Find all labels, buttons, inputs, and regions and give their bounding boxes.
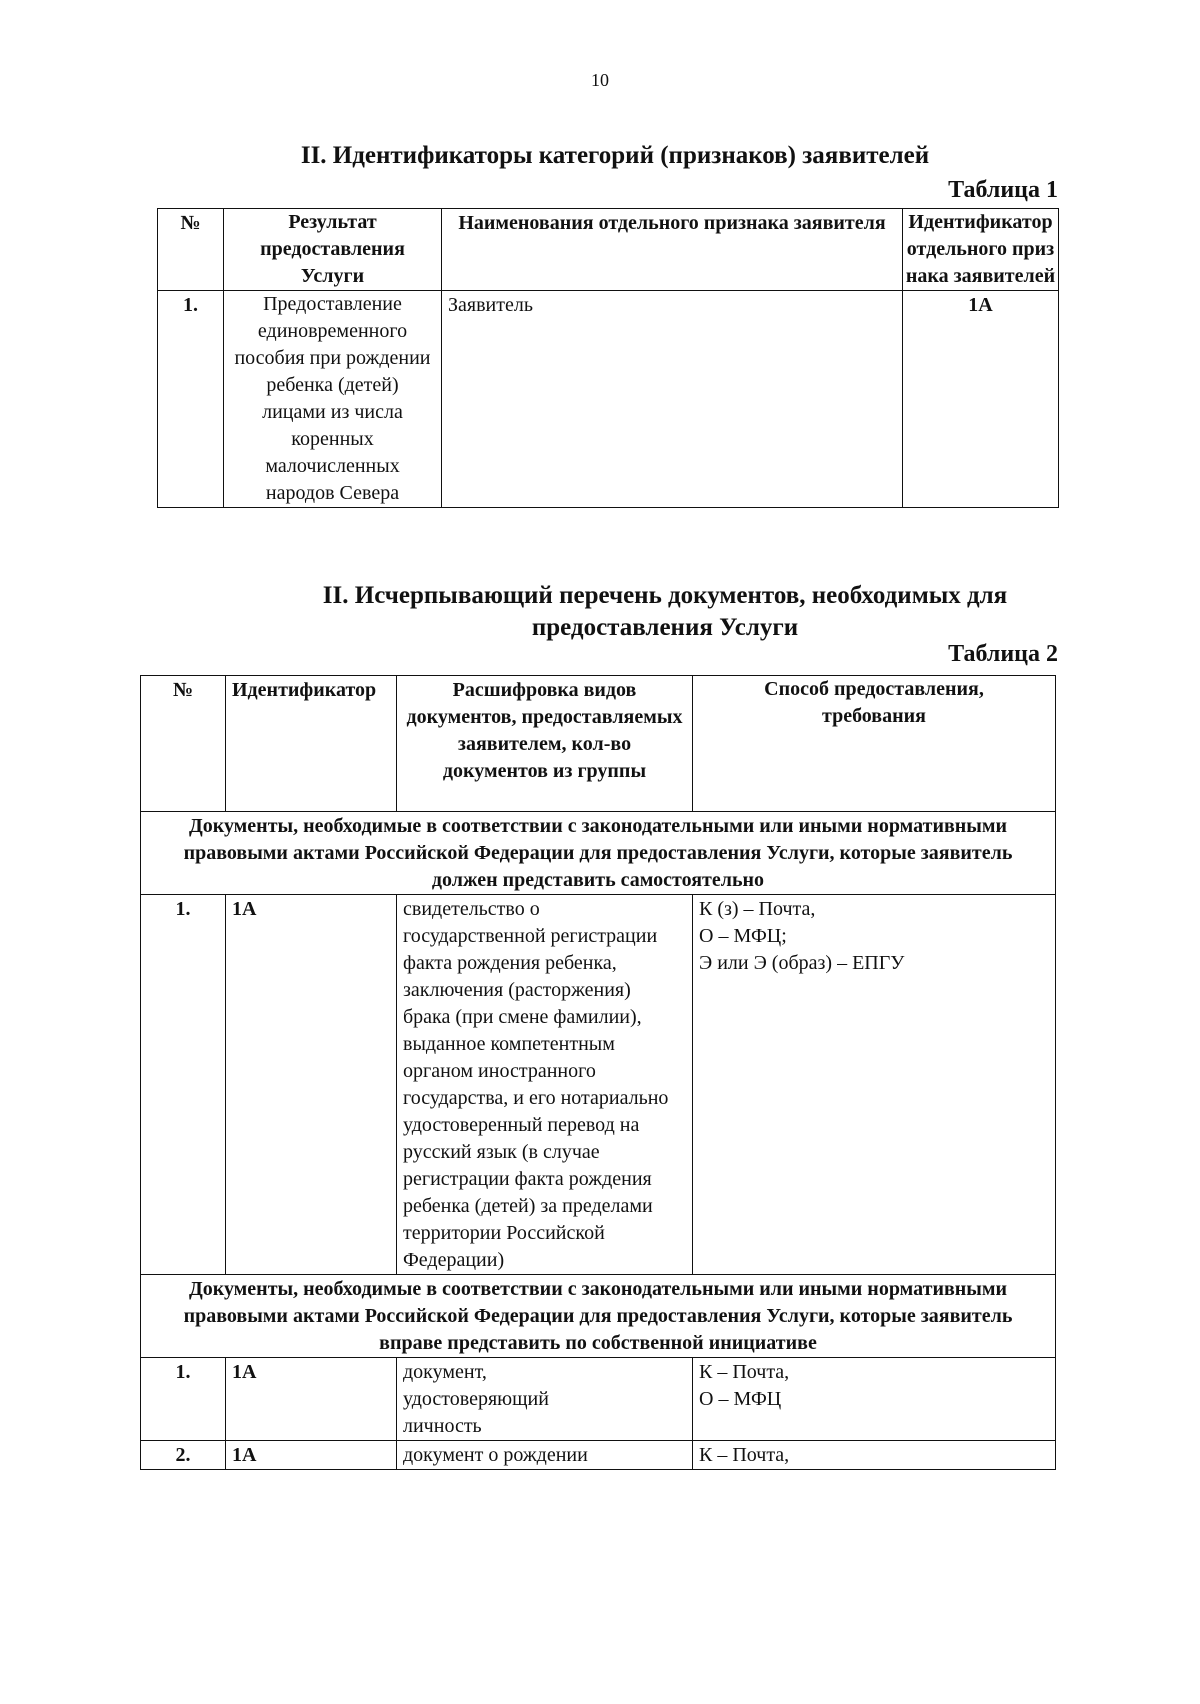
table-row [141,1358,1056,1441]
row-number: 1. [158,291,224,508]
table-required-documents [140,675,1056,1470]
table-header-row [141,676,1056,812]
column-header-identifier: Идентификатор [226,676,397,812]
section-heading-documents-line1: II. Исчерпывающий перечень документов, необходимых для [322,582,1008,609]
group-title-optional: Документы, необходимые в соответствии с законодательными или иными нормативными правовыми актами Российской Федерации для предоставления Услуги, которые заявитель вправе представить по собственной инициативе [141,1275,1056,1358]
column-header-number: № [158,209,224,291]
method-line: Э или Э (образ) – ЕПГУ [699,952,905,974]
section-heading-documents-line2: предоставления Услуги [531,614,799,641]
column-header-number: № [141,676,226,812]
table-applicant-categories [157,208,1059,508]
group-row-optional [141,1275,1056,1358]
method-line: О – МФЦ; [699,925,787,947]
table-1-caption: Таблица 1 [948,177,1058,203]
row-attribute-name: Заявитель [442,291,903,508]
row-document-description: свидетельство о государственной регистрации факта рождения ребенка, заключения (расторжения) брака (при смене фамилии), выданное компетентным органом иностранного государства, и его нотариально удостоверенный перевод на русский язык (в случае регистрации факта рождения ребенка (детей) за пределами территории Российской Федерации) [397,895,693,1275]
column-header-document-description: Расшифровка видов документов, предоставляемых заявителем, кол-во документов из группы [397,676,693,812]
row-document-description: документ, удостоверяющий личность [397,1358,693,1441]
column-header-attribute-name: Наименования отдельного признака заявителя [442,209,903,291]
row-number: 1. [141,895,226,1275]
row-submission-method [693,1441,1056,1470]
row-result: Предоставление единовременного пособия при рождении ребенка (детей) лицами из числа коренных малочисленных народов Севера [224,291,442,508]
row-document-description: документ о рождении [397,1441,693,1470]
method-line: О – МФЦ [699,1388,782,1410]
table-2-caption: Таблица 2 [948,641,1058,667]
row-submission-method [693,1358,1056,1441]
row-attribute-id: 1А [903,291,1059,508]
table-row [141,895,1056,1275]
row-identifier: 1А [226,1358,397,1441]
page-number: 10 [591,70,609,90]
table-row [141,1441,1056,1470]
table-header-row [158,209,1059,291]
row-submission-method [693,895,1056,1275]
method-line: К – Почта, [699,1361,790,1383]
row-number: 1. [141,1358,226,1441]
section-heading-identifiers: II. Идентификаторы категорий (признаков) заявителей [300,142,930,169]
table-row [158,291,1059,508]
column-header-attribute-id: Идентификатор отдельного признака заявителей [903,209,1059,291]
column-header-result: Результат предоставления Услуги [224,209,442,291]
row-identifier: 1А [226,895,397,1275]
method-line: К (з) – Почта, [699,898,816,920]
group-title-mandatory: Документы, необходимые в соответствии с законодательными или иными нормативными правовыми актами Российской Федерации для предоставления Услуги, которые заявитель должен представить самостоятельно [141,812,1056,895]
method-line: К – Почта, [699,1444,790,1466]
group-row-mandatory [141,812,1056,895]
row-identifier: 1А [226,1441,397,1470]
column-header-submission-method: Способ предоставления, требования [693,676,1056,812]
row-number: 2. [141,1441,226,1470]
